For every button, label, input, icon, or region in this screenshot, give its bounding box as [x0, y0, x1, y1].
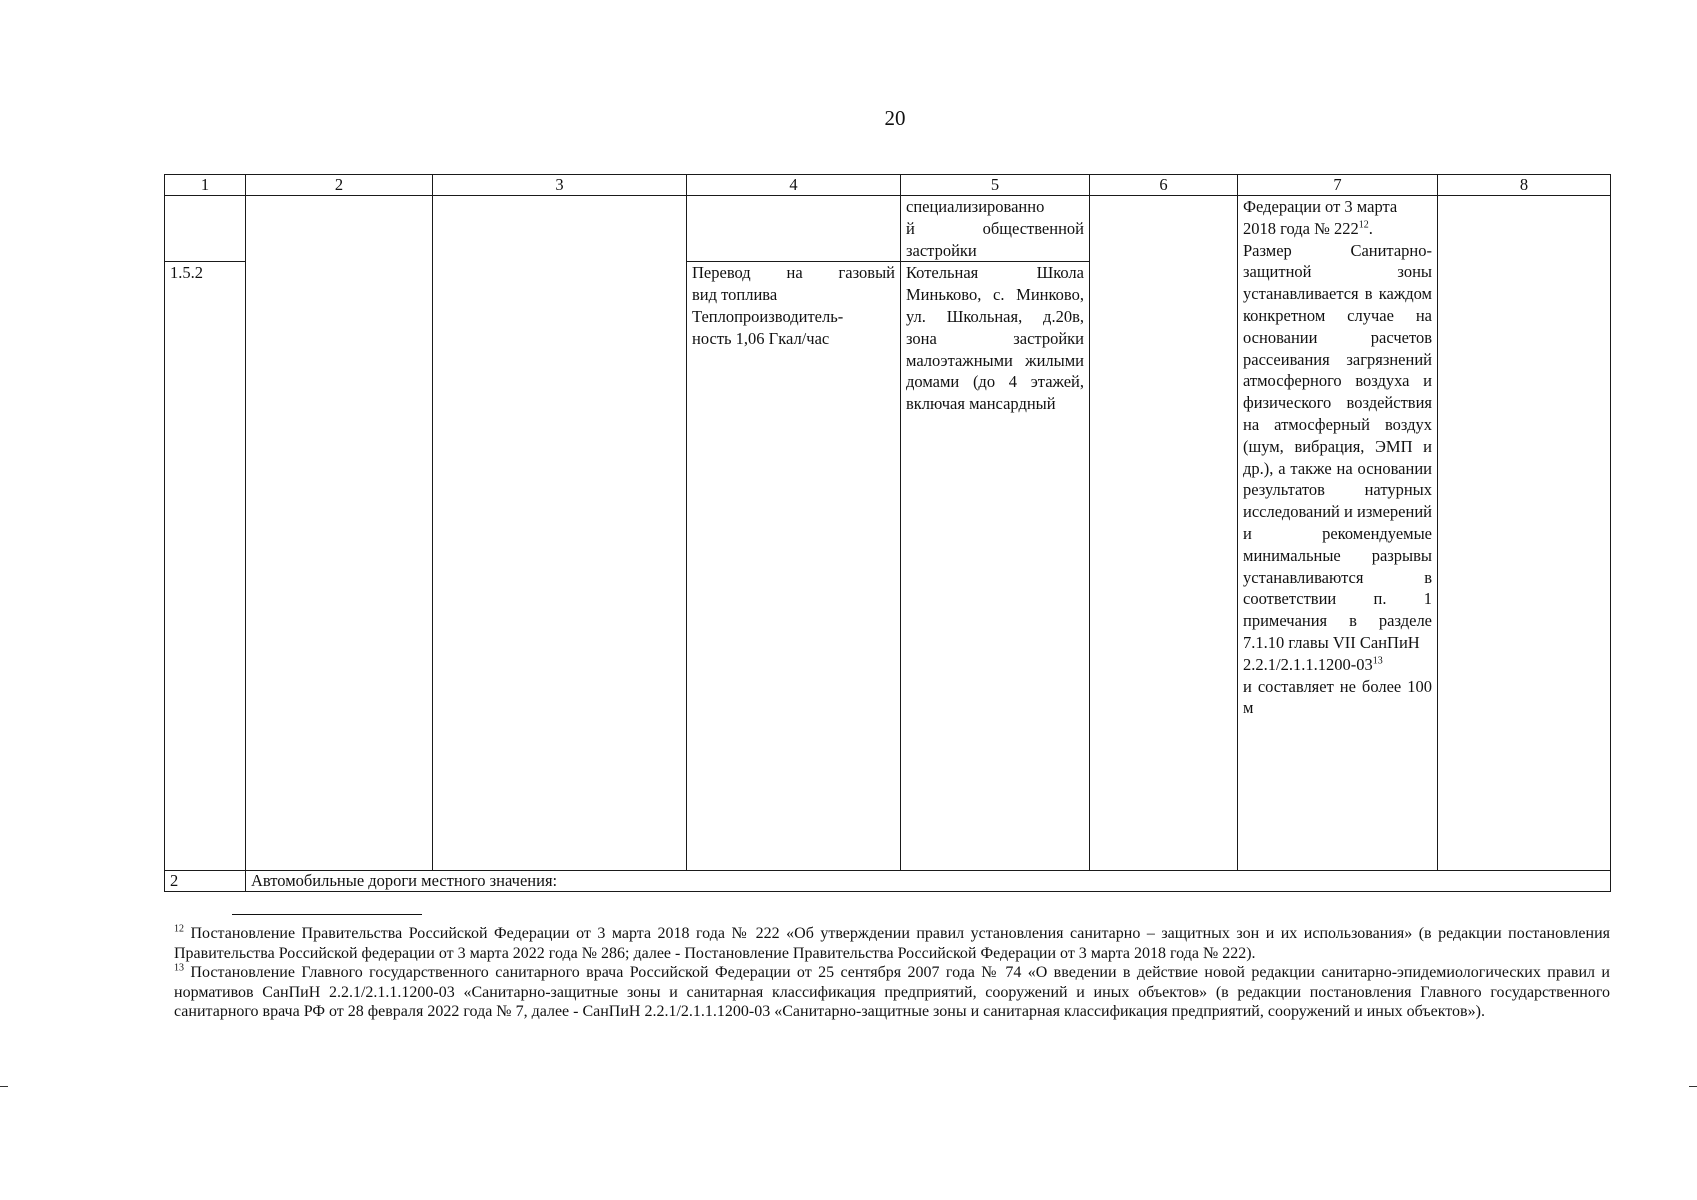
- col7-line: 2018 года № $222^{12}$.: [1243, 218, 1373, 238]
- column-header: 1: [165, 175, 246, 196]
- cell-col5-continuation: [901, 196, 1090, 262]
- col7-line: Федерации от 3 марта: [1243, 197, 1398, 216]
- table-row-continuation: [165, 196, 1611, 262]
- cell-col4-measure: [687, 262, 901, 871]
- section-label: Автомобильные дороги местного значения:: [246, 871, 1611, 892]
- col4-line: Перевод на газовый: [692, 263, 895, 283]
- col4-line: ность 1,06 Гкал/час: [692, 328, 830, 348]
- footnote-13: [174, 963, 1610, 1022]
- column-header: 2: [246, 175, 433, 196]
- col4-line: вид топлива: [692, 285, 778, 305]
- col4-line: Теплопроизводитель-: [692, 306, 844, 326]
- footnote-ref-13[interactable]: 13: [1372, 655, 1383, 667]
- cell-col7-sanitary-zone: [1238, 196, 1438, 871]
- column-header: 6: [1090, 175, 1238, 196]
- cell-col6: [1090, 196, 1238, 871]
- cell-col5-location: Котельная Школа Миньково, с. Минково, ул. Школьная, д.20в, зона застройки малоэтажными жилыми домами (до 4 этажей, включая мансардный: [901, 262, 1090, 871]
- scan-edge-mark-left: [0, 1086, 8, 1087]
- column-header: 3: [433, 175, 687, 196]
- table-header-row: [165, 175, 1611, 196]
- column-header: 4: [687, 175, 901, 196]
- col5-line: й общественной: [906, 218, 1084, 238]
- footnote-text: Постановление Главного государственного санитарного врача Российской Федерации от 25 сентября 2007 года № 74 «О введении в действие новой редакции санитарно-эпидемиологических правил и нормативов СанПиН 2.2.1/2.1.1.1200-03 «Санитарно-защитные зоны и санитарная классификация предприятий, сооружений и иных объектов» (в редакции постановления Главного государственного санитарного врача РФ от 28 февраля 2022 года № 7, далее - СанПиН 2.2.1/2.1.1.1200-03 «Санитарно-защитные зоны и санитарная классификация предприятий, сооружений и иных объектов»).: [174, 964, 1610, 1020]
- section-code: 2: [165, 871, 246, 892]
- column-header: 5: [901, 175, 1090, 196]
- footnote-ref-12[interactable]: 12: [1358, 219, 1369, 231]
- planning-table: [164, 174, 1611, 892]
- page-number: 20: [884, 106, 906, 130]
- row-number-cell: [165, 196, 246, 262]
- col7-text: Размер Санитарно-защитной зоны устанавливается в каждом конкретном случае на основании расчетов рассеивания загрязнений атмосферного воздуха и физического воздействия на атмосферный воздух (шум, вибрация, ЭМП и др.), а также на основании результатов натурных исследований и измерений и рекомендуемые минимальные разрывы устанавливаются в соответствии п. 1 примечания в разделе 7.1.10 главы VII СанПиН: [1243, 240, 1432, 652]
- cell-col8: [1438, 196, 1611, 871]
- footnotes: [174, 924, 1610, 1022]
- footnote-12: [174, 924, 1610, 963]
- column-header: 7: [1238, 175, 1438, 196]
- footnote-mark: 13: [174, 962, 184, 974]
- row-number-cell: 1.5.2: [165, 262, 246, 871]
- col7-code: $2.2.1/2.1.1.1200-03^{13}$: [1243, 654, 1383, 674]
- footnote-separator: [232, 914, 422, 915]
- column-header: 8: [1438, 175, 1611, 196]
- table-section-row: [165, 871, 1611, 892]
- cell-col4-empty: [687, 196, 901, 262]
- footnote-mark: 12: [174, 923, 184, 935]
- cell-col3: [433, 196, 687, 871]
- cell-col2: [246, 196, 433, 871]
- col7-tail: и составляет не более 100 м: [1243, 676, 1432, 718]
- scan-edge-mark-right: [1689, 1086, 1697, 1087]
- footnote-text: Постановление Правительства Российской Федерации от 3 марта 2018 года № 222 «Об утверждении правил установления санитарно – защитных зон и их использования» (в редакции постановления Правительства Российской федерации от 3 марта 2022 года № 286; далее - Постановление Правительства Российской Федерации от 3 марта 2018 года № 222).: [174, 925, 1610, 962]
- col5-line: специализированно: [906, 197, 1045, 216]
- col5-line: застройки: [906, 240, 977, 260]
